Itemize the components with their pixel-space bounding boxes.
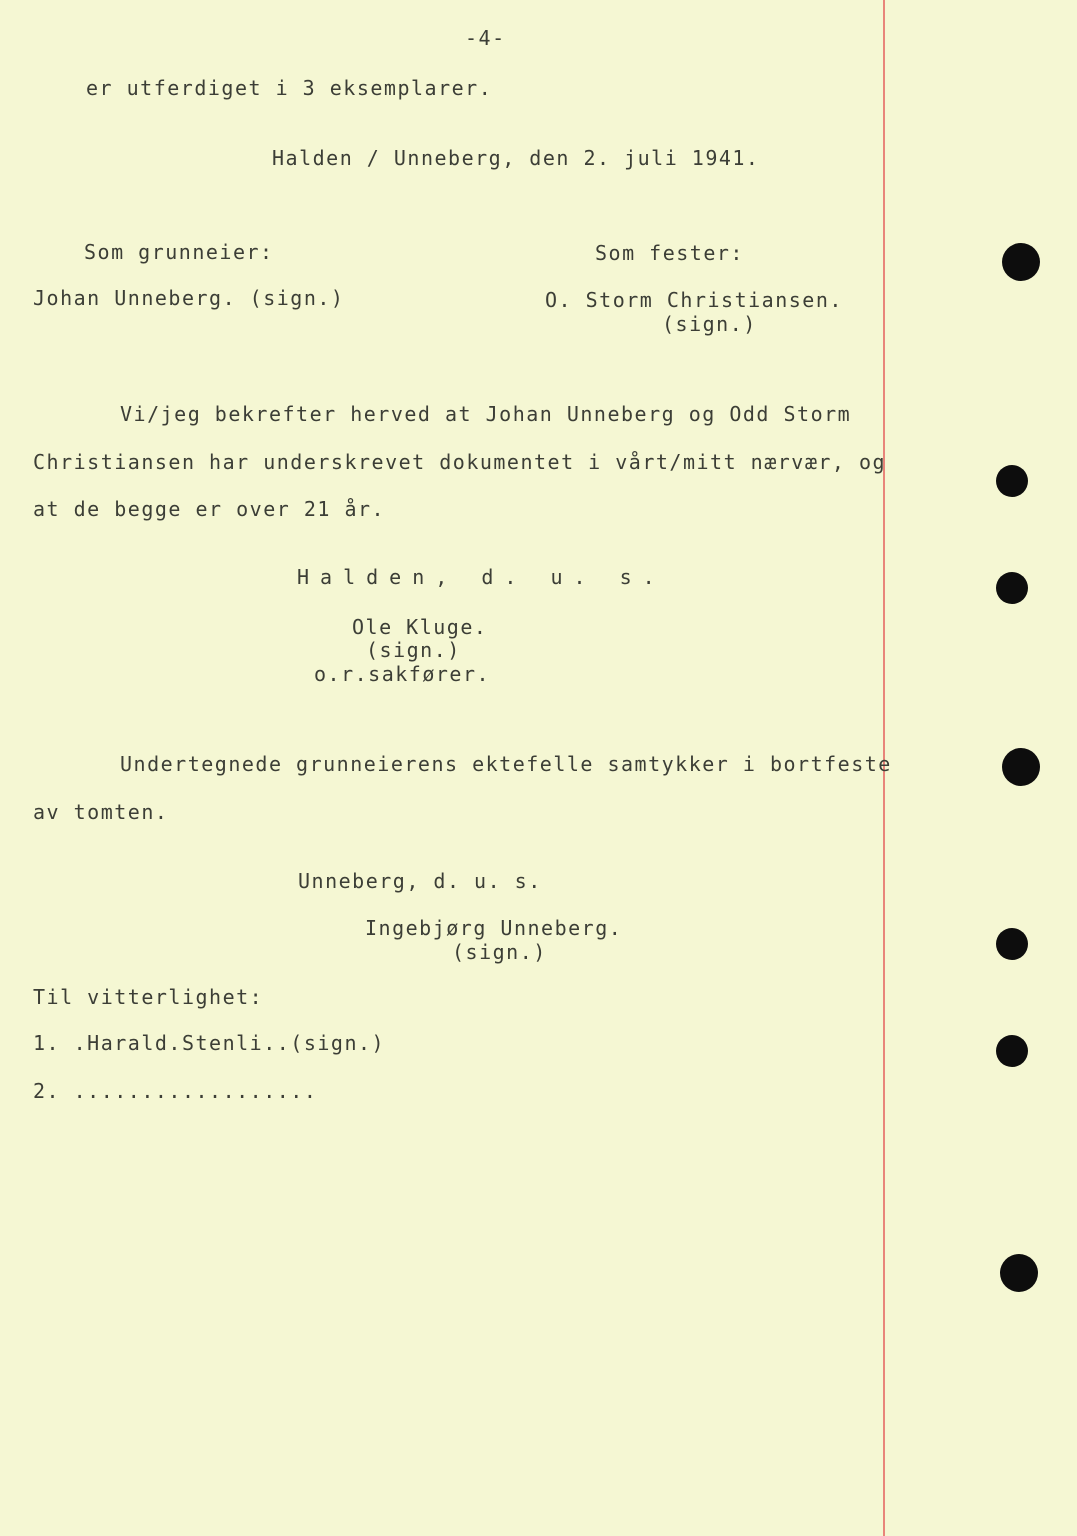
attest-line-2: Christiansen har underskrevet dokumentet i vårt/mitt nærvær, og — [33, 450, 887, 474]
intro-line: er utferdiget i 3 eksemplarer. — [86, 76, 493, 100]
consent-line-2: av tomten. — [33, 800, 169, 824]
witness-place: Halden, d. u. s. — [297, 565, 666, 589]
consent-line-1: Undertegnede grunneierens ektefelle samtykker i bortfeste — [120, 752, 892, 776]
witness-title: o.r.sakfører. — [314, 662, 491, 686]
lessee-sign-mark: (sign.) — [662, 312, 757, 336]
witness-sign-mark: (sign.) — [366, 638, 461, 662]
place-date: Halden / Unneberg, den 2. juli 1941. — [272, 146, 760, 170]
attest-line-1: Vi/jeg bekrefter herved at Johan Unneberg og Odd Storm — [120, 402, 852, 426]
witness-name: Ole Kluge. — [352, 615, 488, 639]
punch-hole — [1002, 748, 1040, 786]
page-number: -4- — [465, 26, 506, 50]
witnesses-label: Til vitterlighet: — [33, 985, 264, 1009]
punch-hole — [996, 465, 1028, 497]
spouse-sign-mark: (sign.) — [452, 940, 547, 964]
punch-hole — [996, 928, 1028, 960]
owner-heading: Som grunneier: — [84, 240, 274, 264]
punch-hole — [1002, 243, 1040, 281]
punch-hole — [996, 572, 1028, 604]
spouse-place: Unneberg, d. u. s. — [298, 869, 542, 893]
owner-signature: Johan Unneberg. (sign.) — [33, 286, 345, 310]
punch-hole — [1000, 1254, 1038, 1292]
witness-line-1: 1. .Harald.Stenli..(sign.) — [33, 1031, 386, 1055]
lessee-signature: O. Storm Christiansen. — [545, 288, 843, 312]
punch-hole — [996, 1035, 1028, 1067]
witness-line-2: 2. .................. — [33, 1079, 318, 1103]
lessee-heading: Som fester: — [595, 241, 744, 265]
spouse-name: Ingebjørg Unneberg. — [365, 916, 623, 940]
attest-line-3: at de begge er over 21 år. — [33, 497, 386, 521]
